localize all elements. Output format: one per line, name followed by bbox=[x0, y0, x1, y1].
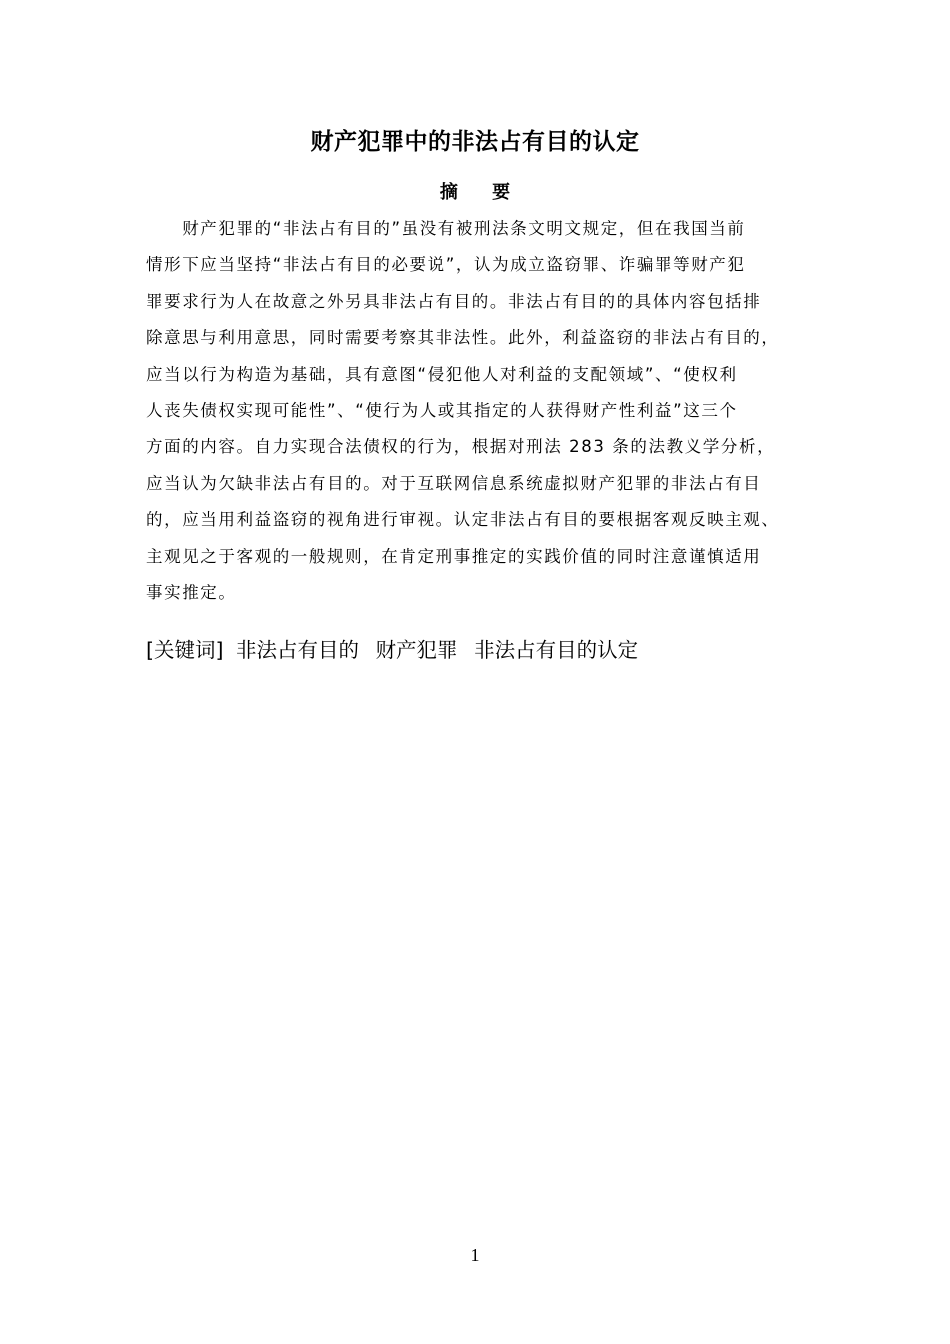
abstract-line: 事实推定。 bbox=[146, 583, 237, 603]
keywords-label: [关键词] bbox=[146, 638, 224, 662]
page-number: 1 bbox=[470, 1245, 480, 1265]
abstract-line: 除意思与利用意思，同时需要考察其非法性。此外，利益盗窃的非法占有目的， bbox=[146, 328, 780, 348]
keyword: 非法占有目的认定 bbox=[474, 638, 639, 662]
abstract-body bbox=[146, 211, 814, 611]
keywords-line bbox=[146, 633, 846, 667]
abstract-line: 情形下应当坚持“非法占有目的必要说”，认为成立盗窃罪、诈骗罪等财产犯 bbox=[146, 255, 746, 275]
abstract-line: 的，应当用利益盗窃的视角进行审视。认定非法占有目的要根据客观反映主观、 bbox=[146, 510, 780, 530]
abstract-heading: 摘 要 bbox=[439, 182, 525, 203]
abstract-line: 财产犯罪的“非法占有目的”虽没有被刑法条文明文规定，但在我国当前 bbox=[146, 219, 746, 238]
abstract-line: 主观见之于客观的一般规则，在肯定刑事推定的实践价值的同时注意谨慎适用 bbox=[146, 546, 762, 566]
abstract-line: 应当以行为构造为基础，具有意图“侵犯他人对利益的支配领域”、“使权利 bbox=[146, 364, 738, 384]
abstract-line: 人丧失债权实现可能性”、“使行为人或其指定的人获得财产性利益”这三个 bbox=[146, 401, 738, 421]
keyword: 非法占有目的 bbox=[236, 638, 360, 662]
keyword: 财产犯罪 bbox=[375, 638, 458, 662]
abstract-line: 罪要求行为人在故意之外另具非法占有目的。非法占有目的的具体内容包括排 bbox=[146, 291, 762, 311]
abstract-line: 方面的内容。自力实现合法债权的行为，根据对刑法 283 条的法教义学分析， bbox=[146, 437, 776, 457]
document-title: 财产犯罪中的非法占有目的认定 bbox=[310, 129, 640, 155]
abstract-line: 应当认为欠缺非法占有目的。对于互联网信息系统虚拟财产犯罪的非法占有目 bbox=[146, 473, 762, 493]
